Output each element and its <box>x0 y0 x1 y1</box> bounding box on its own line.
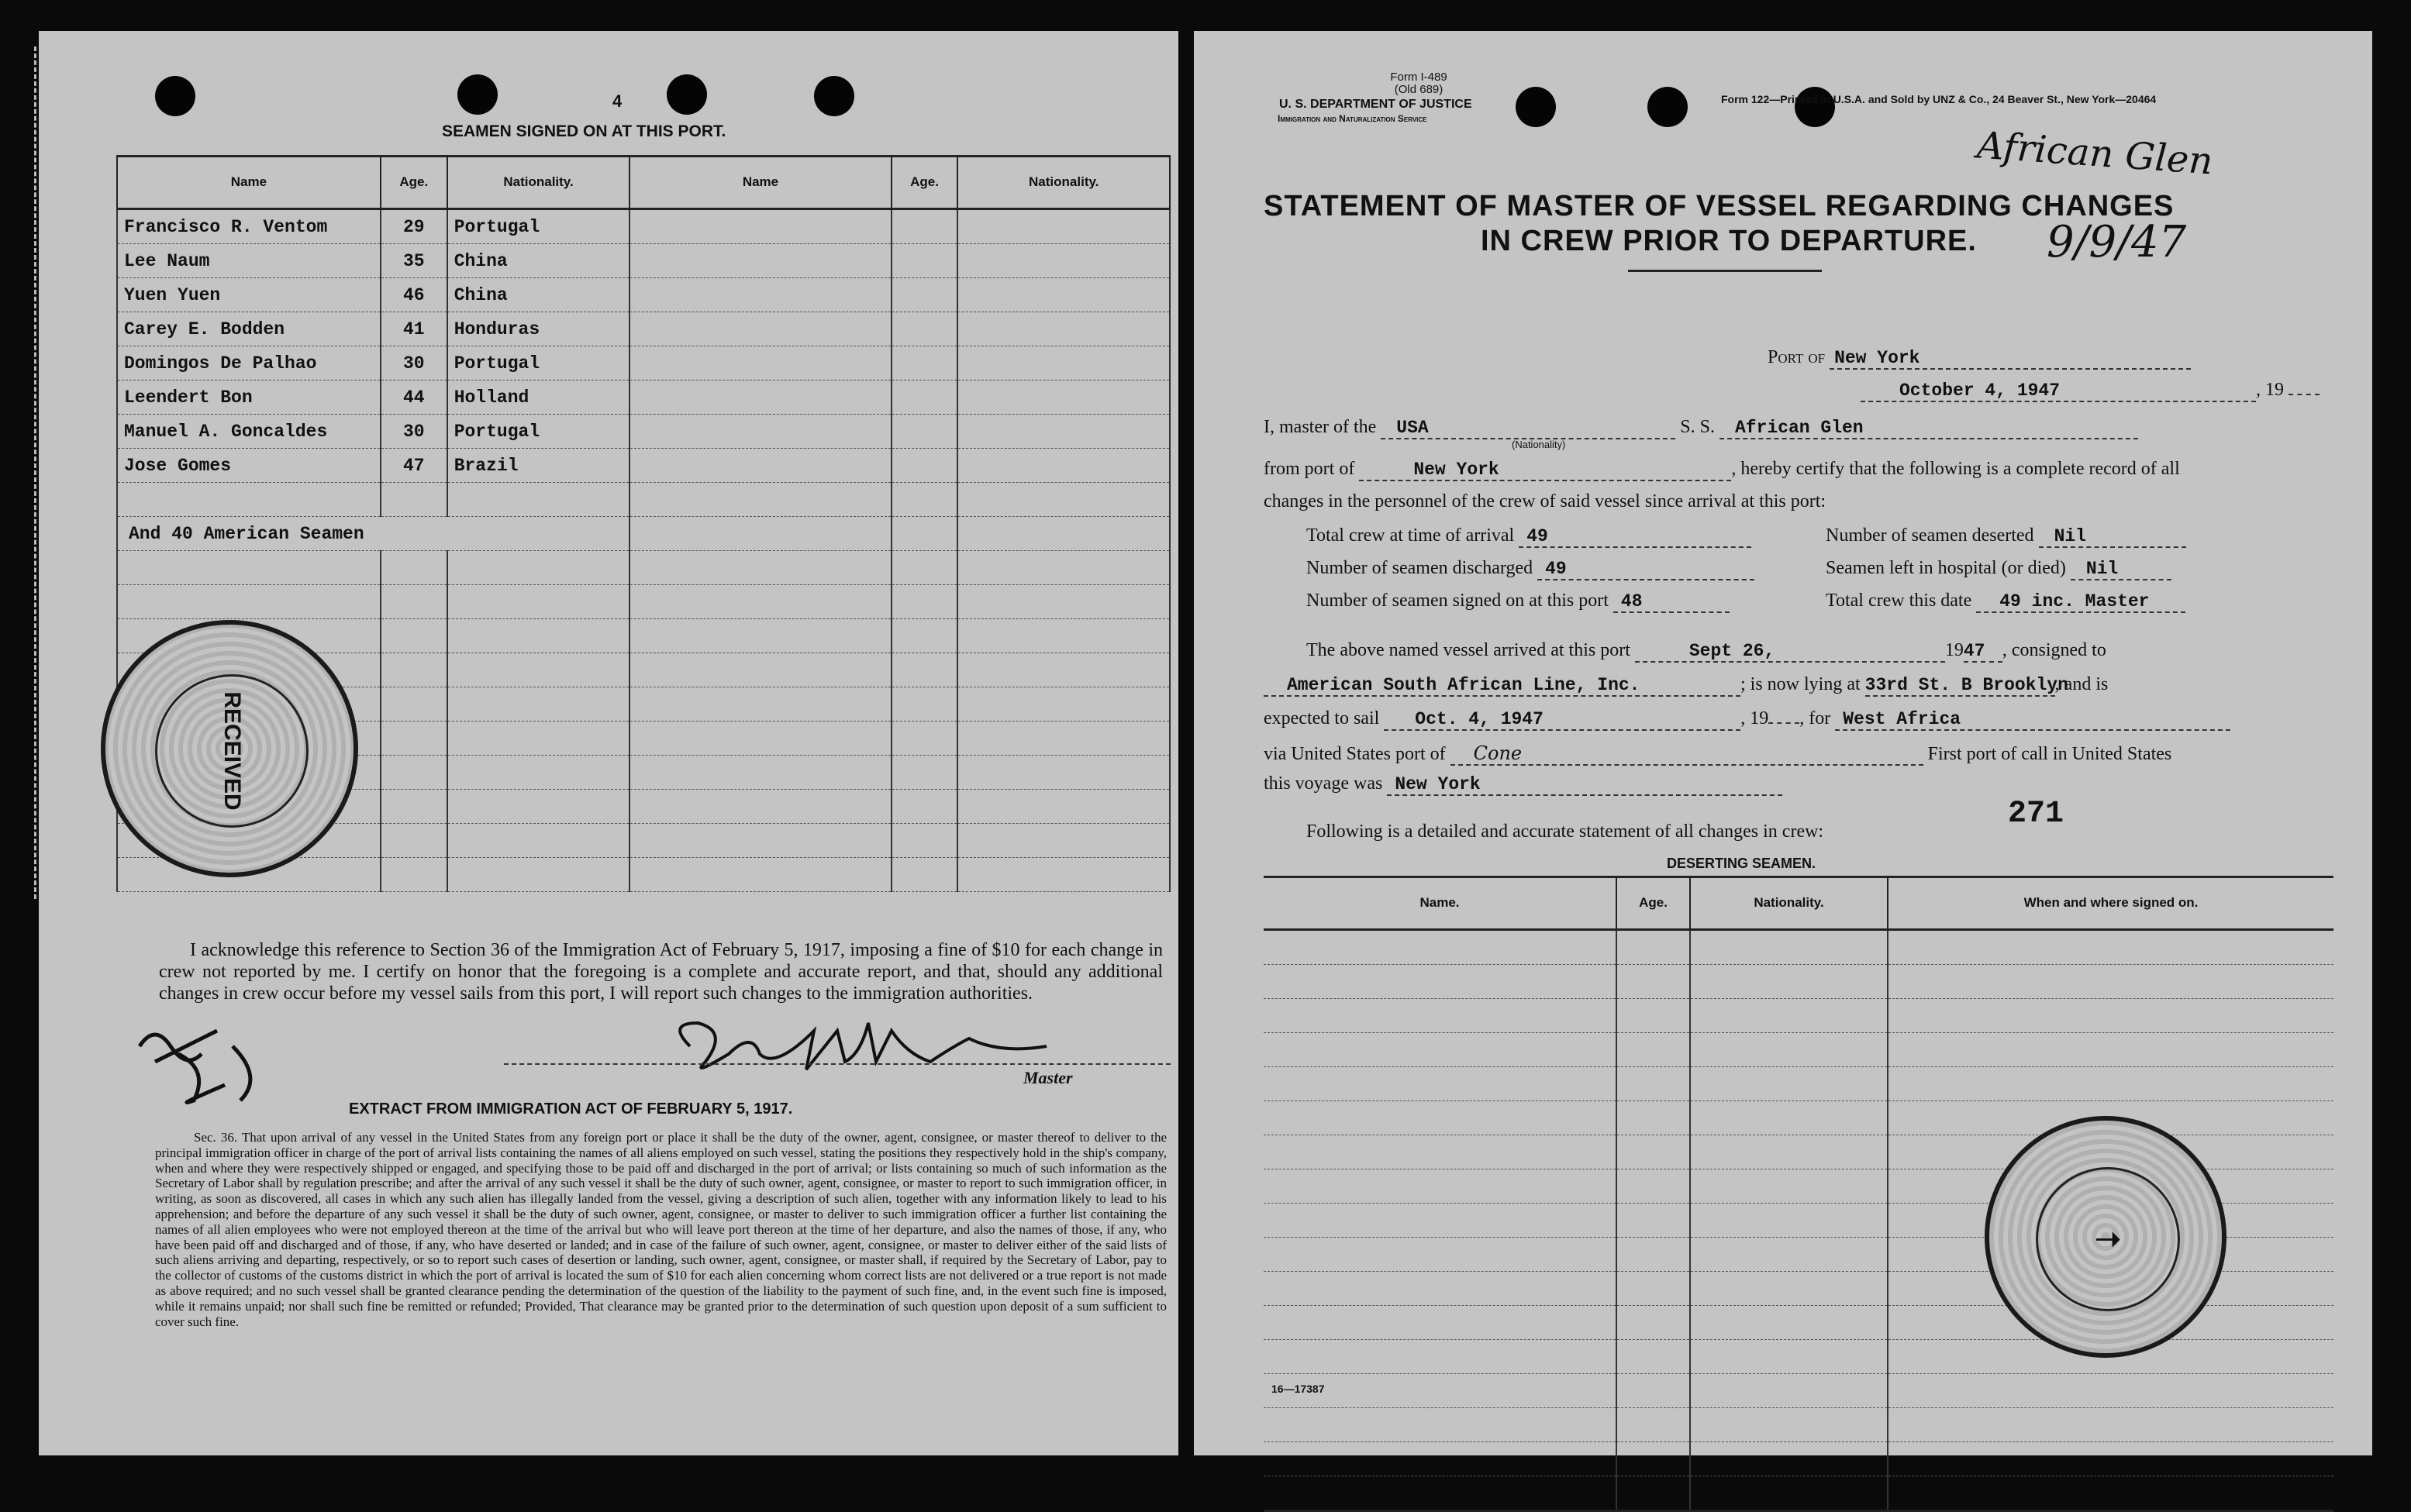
arrived-year-value: 47 <box>1964 641 2002 663</box>
received-stamp <box>101 620 358 877</box>
signed-on-value: 48 <box>1613 591 1730 613</box>
lying-label: ; is now lying at <box>1740 674 1861 694</box>
expected-value: Oct. 4, 1947 <box>1384 709 1740 731</box>
changes-text: changes in the personnel of the crew of said vessel since arrival at this port: <box>1264 491 1826 511</box>
punch-hole <box>667 74 707 115</box>
table-row <box>1264 1476 2333 1511</box>
master-of-the-label: I, master of the <box>1264 417 1377 437</box>
arrived-label: The above named vessel arrived at this port <box>1306 640 1630 660</box>
acknowledgement-text: I acknowledge this reference to Section 36 of the Immigration Act of February 5, 1917, imposing a fine of $10 for each change in crew not reported by me. I certify on honor that the foregoing is a complete and accurate report, and that, should any additional changes in crew occur before my vessel sails from this port, I will report such changes to the immigration authorities. <box>159 940 1163 1004</box>
seaman-name: Lee Naum <box>117 244 381 278</box>
margin-ticks <box>3 46 36 899</box>
deserting-heading: DESERTING SEAMEN. <box>1667 856 1816 871</box>
punch-hole <box>457 74 498 115</box>
table-row <box>117 244 1170 278</box>
column-header: When and where signed on. <box>1888 877 2333 930</box>
departure-stamp <box>1985 1116 2226 1358</box>
table-row <box>117 483 1170 517</box>
handwritten-date: 9/9/47 <box>2047 217 2187 267</box>
table-row <box>1264 1067 2333 1101</box>
left-page <box>39 31 1178 1455</box>
port-value: New York <box>1830 348 2191 370</box>
seaman-name: Yuen Yuen <box>117 278 381 312</box>
table-row <box>1264 999 2333 1033</box>
printer-note: Form 122—Printed in U.S.A. and Sold by UNZ & Co., 24 Beaver St., New York—20464 <box>1721 93 2157 105</box>
seaman-age: 30 <box>381 346 447 381</box>
hospital-value: Nil <box>2071 559 2171 580</box>
seaman-age: 44 <box>381 381 447 415</box>
seaman-nationality: Honduras <box>447 312 630 346</box>
deserted-label: Number of seamen deserted <box>1826 525 2034 546</box>
seaman-age: 41 <box>381 312 447 346</box>
stamp-label: RECEIVED <box>155 674 309 828</box>
seaman-name: Manuel A. Goncaldes <box>117 415 381 449</box>
first-call-label: First port of call in United States <box>1927 744 2172 764</box>
ship-name-value: African Glen <box>1719 418 2138 439</box>
from-port-label: from port of <box>1264 459 1355 479</box>
lying-value: 33rd St. B Brooklyn <box>1864 675 2068 695</box>
seaman-name: Jose Gomes <box>117 449 381 483</box>
seaman-nationality: Brazil <box>447 449 630 483</box>
extract-text: Sec. 36. That upon arrival of any vessel in the United States from any foreign port or place it shall be the duty of the owner, agent, consignee, or master thereof to deliver to the principal immigration officer in charge of the port of arrival lists containing the names of all aliens employed on such vessel, stating the positions they respectively hold in the ship's company, when and where they were respectively shipped or engaged, and specifying those to be paid off and discharged in the port of arrival; or lists containing so much of such information as the Secretary of Labor shall by regulation prescribe; and after the arrival of any such vessel it shall be the duty of such owner, agent, consignee, or master to report to such immigration officer, in writing, as soon as discovered, all cases in which any such alien has illegally landed from the vessel, giving a description of such alien, together with any information likely to lead to his apprehension; and before the departure of any such vessel it shall be the duty of such owner, agent, consignee, or master to deliver to such immigration officer a further list containing the names of all alien employees who were not employed thereon at the time of the arrival but who will leave port thereon at the time of her departure, and also the names of those, if any, who have been paid off and discharged and of those, if any, who have deserted or landed; and in case of the failure of such owner, agent, consignee, or master to deliver either of the said lists of such aliens arriving and departing, respectively, or so to report such cases of desertion or landing, such owner, agent, consignee, or master shall, if required by the Secretary of Labor, pay to the collector of customs of the customs district in which the port of arrival is located the sum of $10 for each alien concerning whom correct lists are not delivered or a true report is not made as above required; and no such vessel shall be granted clearance pending the determination of the question of the liability to the payment of such fine, and, in the event such fine is imposed, while it remains unpaid; nor shall such fine be remitted or refunded; Provided, That clearance may be granted prior to the determination of such question upon deposit of a sum sufficient to cover such fine. <box>155 1130 1167 1329</box>
table-row <box>117 312 1170 346</box>
department-name: U. S. DEPARTMENT OF JUSTICE <box>1279 98 1472 111</box>
arrow-icon: ➝ <box>2036 1167 2180 1311</box>
year-suffix: , 19 <box>2256 380 2284 400</box>
column-header: Name <box>117 157 381 209</box>
column-header: Nationality. <box>957 157 1170 209</box>
port-label: Port of <box>1768 347 1826 367</box>
date-value: October 4, 1947 <box>1861 381 2256 402</box>
seaman-name: Domingos De Palhao <box>117 346 381 381</box>
expected-year-label: , 19 <box>1740 708 1769 728</box>
title-rule <box>1628 270 1822 272</box>
table-row <box>117 517 1170 551</box>
following-text: Following is a detailed and accurate statement of all changes in crew: <box>1306 821 1824 842</box>
signature-line <box>504 1063 1171 1065</box>
table-row <box>1264 965 2333 999</box>
column-header: Age. <box>1616 877 1690 930</box>
seaman-name: Francisco R. Ventom <box>117 209 381 244</box>
seaman-age: 29 <box>381 209 447 244</box>
form-number: Form I-489 <box>1390 71 1447 84</box>
and-is-label: , and is <box>2054 674 2109 694</box>
column-header: Name. <box>1264 877 1616 930</box>
footer-code: 16—17387 <box>1271 1383 1325 1395</box>
handwritten-ship-name: African Glen <box>1975 123 2215 184</box>
table-row <box>1264 1340 2333 1374</box>
table-row <box>117 209 1170 244</box>
section-heading: SEAMEN SIGNED ON AT THIS PORT. <box>442 122 726 140</box>
deserted-value: Nil <box>2039 526 2186 548</box>
seaman-name: Leendert Bon <box>117 381 381 415</box>
expected-label: expected to sail <box>1264 708 1380 728</box>
table-row <box>117 415 1170 449</box>
total-crew-arrival-label: Total crew at time of arrival <box>1306 525 1515 546</box>
table-row <box>117 551 1170 585</box>
service-name: Immigration and Naturalization Service <box>1278 113 1427 124</box>
seaman-age: 35 <box>381 244 447 278</box>
ss-label: S. S. <box>1680 417 1715 437</box>
nationality-value: USA <box>1381 418 1675 439</box>
voyage-value: New York <box>1387 774 1782 796</box>
total-crew-arrival-value: 49 <box>1519 526 1751 548</box>
punch-hole <box>1647 87 1688 127</box>
destination-value: West Africa <box>1835 709 2230 731</box>
seaman-name: Carey E. Bodden <box>117 312 381 346</box>
signed-on-label: Number of seamen signed on at this port <box>1306 591 1609 611</box>
table-row <box>117 278 1170 312</box>
total-crew-value: 49 inc. Master <box>1976 591 2185 613</box>
master-signature <box>643 1007 1070 1085</box>
column-header: Age. <box>892 157 958 209</box>
column-header: Nationality. <box>447 157 630 209</box>
column-header: Age. <box>381 157 447 209</box>
via-value: Cone <box>1450 742 1923 766</box>
seaman-nationality: Holland <box>447 381 630 415</box>
column-header: Nationality. <box>1690 877 1888 930</box>
consigned-label: , consigned to <box>2002 640 2106 660</box>
table-row <box>117 585 1170 619</box>
certify-text: , hereby certify that the following is a complete record of all <box>1731 459 2180 479</box>
punch-hole <box>814 76 854 116</box>
form-title-line1: STATEMENT OF MASTER OF VESSEL REGARDING CHANGES <box>1264 190 2175 222</box>
table-row <box>1264 1442 2333 1476</box>
form-title-line2: IN CREW PRIOR TO DEPARTURE. <box>1481 225 1977 257</box>
page-number: 4 <box>612 91 623 111</box>
voyage-label: this voyage was <box>1264 773 1383 794</box>
discharged-label: Number of seamen discharged <box>1306 558 1533 578</box>
hospital-label: Seamen left in hospital (or died) <box>1826 558 2066 578</box>
table-row <box>1264 930 2333 965</box>
american-seamen-note: And 40 American Seamen <box>117 517 629 551</box>
via-label: via United States port of <box>1264 744 1446 764</box>
table-row <box>117 449 1170 483</box>
punch-hole <box>155 76 195 116</box>
seaman-age: 47 <box>381 449 447 483</box>
punch-hole <box>1516 87 1556 127</box>
table-row <box>117 346 1170 381</box>
from-port-value: New York <box>1359 460 1731 481</box>
for-label: , for <box>1799 708 1831 728</box>
seaman-nationality: China <box>447 278 630 312</box>
nationality-caption: (Nationality) <box>1512 439 1566 450</box>
master-label: Master <box>1023 1068 1073 1087</box>
seaman-nationality: Portugal <box>447 415 630 449</box>
seaman-age: 30 <box>381 415 447 449</box>
arrived-value: Sept 26, <box>1635 641 1945 663</box>
total-crew-label: Total crew this date <box>1826 591 1972 611</box>
arrived-year-label: 19 <box>1944 640 1964 660</box>
table-row <box>1264 1033 2333 1067</box>
handwritten-number: 271 <box>2008 797 2064 832</box>
seaman-age: 46 <box>381 278 447 312</box>
table-row <box>1264 1374 2333 1408</box>
table-row <box>117 381 1170 415</box>
form-old-number: (Old 689) <box>1394 83 1443 96</box>
seaman-nationality: China <box>447 244 630 278</box>
seaman-nationality: Portugal <box>447 209 630 244</box>
right-page <box>1194 31 2372 1455</box>
consignee-value: American South African Line, Inc. <box>1264 675 1740 697</box>
seaman-nationality: Portugal <box>447 346 630 381</box>
column-header: Name <box>629 157 891 209</box>
extract-title: EXTRACT FROM IMMIGRATION ACT OF FEBRUARY 5, 1917. <box>349 1100 793 1118</box>
initials-mark <box>124 1015 295 1116</box>
discharged-value: 49 <box>1537 559 1754 580</box>
table-row <box>1264 1101 2333 1135</box>
table-row <box>1264 1408 2333 1442</box>
